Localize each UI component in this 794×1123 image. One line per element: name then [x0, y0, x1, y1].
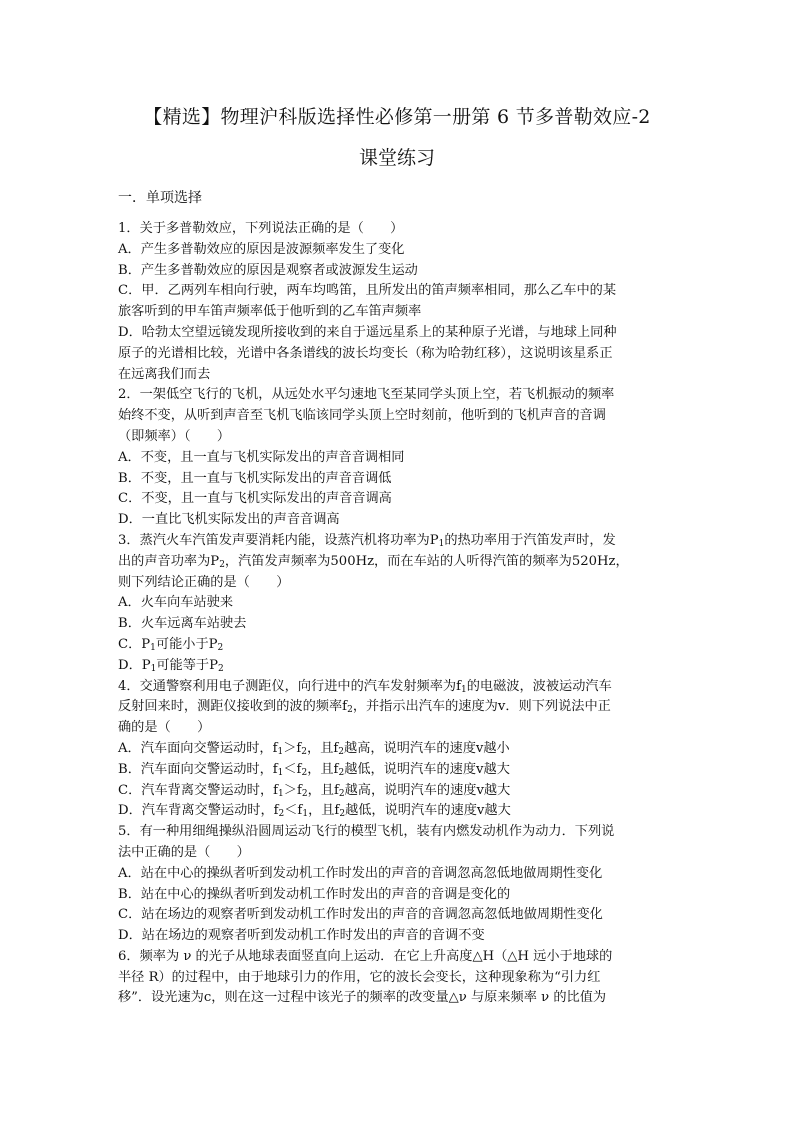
subscript: 2 [338, 746, 345, 757]
option-text: ＞f [283, 740, 302, 756]
q4-option-d [118, 801, 684, 822]
document-subtitle: 课堂练习 [358, 147, 435, 169]
q4-stem [118, 677, 684, 698]
q1-stem: 1．关于多普勒效应，下列说法正确的是（ ） [118, 221, 404, 236]
q4-stem-text: ，并指示出汽车的速度为v．则下列说法中正 [352, 699, 611, 715]
q3-stem-text: 的热功率用于汽笛发声时，发 [444, 532, 616, 548]
q5-option-c: C．站在场边的观察者听到发动机工作时发出的声音的音调忽高忽低地做周期性变化 [118, 907, 603, 923]
q4-stem-cont2: 确的是（ ） [118, 720, 211, 736]
subscript: 1 [150, 642, 156, 653]
option-text: 越高，说明汽车的速度v越小 [344, 740, 510, 756]
q1-option-a: A．产生多普勒效应的原因是波源频率发生了变化 [118, 241, 405, 257]
option-text: C．汽车背离交警运动时，f [118, 782, 279, 798]
document-title: 【精选】物理沪科版选择性必修第一册第 6 节多普勒效应-2 [143, 106, 651, 128]
question-list [118, 219, 684, 1009]
q2-stem: 2．一架低空飞行的飞机，从远处水平匀速地飞至某同学头顶上空，若飞机振动的频率 [118, 387, 615, 403]
q3-stem-text: ，汽笛发声频率为500Hz，而在车站的人听得汽笛的频率为520Hz， [224, 553, 629, 569]
q3-option-a: A．火车向车站驶来 [118, 595, 234, 611]
q2-stem-cont2: （即频率）（ ） [118, 428, 231, 444]
q3-stem-text: 3．蒸汽火车汽笛发声要消耗内能，设蒸汽机将功率为P [118, 532, 439, 548]
subscript: 2 [347, 705, 353, 716]
option-text: 越低，说明汽车的速度v越大 [345, 803, 511, 819]
option-text: ＞f [283, 782, 302, 798]
subscript: 2 [338, 767, 345, 778]
option-text: 可能等于P [156, 657, 218, 673]
q1-option-d-cont2: 在远离我们而去 [118, 366, 211, 382]
subscript: 2 [301, 767, 308, 778]
option-text: C．P [118, 636, 151, 652]
q3-stem [118, 531, 684, 552]
subscript: 2 [219, 559, 225, 570]
q1-option-d: D．哈勃太空望远镜发现所接收到的来自于遥远星系上的某种原子光谱，与地球上同种 [118, 324, 617, 340]
q2-stem-cont: 始终不变，从听到声音至飞机飞临该同学头顶上空时刻前，他听到的飞机声音的音调 [118, 408, 606, 424]
subscript: 1 [150, 663, 157, 674]
subscript: 1 [302, 809, 309, 820]
option-text: 越低，说明汽车的速度v越大 [344, 761, 510, 777]
q4-option-c [118, 781, 684, 802]
q6-stem-cont2: 移”．设光速为c，则在这一过程中该光子的频率的改变量△ν 与原来频率 ν 的比值为 [118, 990, 607, 1006]
q5-option-a: A．站在中心的操纵者听到发动机工作时发出的声音的音调忽高忽低地做周期性变化 [118, 865, 603, 881]
q4-stem-text: 4．交通警察利用电子测距仪，向行进中的汽车发射频率为f [118, 678, 461, 694]
option-text: 越高，说明汽车的速度v越大 [344, 782, 511, 798]
subscript: 2 [301, 788, 308, 799]
q3-option-c [118, 635, 684, 656]
subscript: 1 [277, 746, 284, 757]
q1-option-d-cont: 原子的光谱相比较，光谱中各条谱线的波长均变长（称为哈勃红移），这说明该星系正 [118, 345, 613, 361]
q1-option-c: C．甲．乙两列车相向行驶，两车均鸣笛，且所发出的笛声频率相同，那么乙车中的某 [118, 283, 617, 299]
q6-stem: 6．频率为 ν 的光子从地球表面竖直向上运动．在它上升高度△H（△H 远小于地球的 [118, 948, 613, 964]
q5-stem-cont: 法中正确的是（ ） [118, 844, 250, 860]
q3-stem-cont2: 则下列结论正确的是（ ） [118, 574, 290, 590]
q4-stem-text: 的电磁波，波被运动汽车 [466, 678, 612, 694]
subscript: 2 [278, 809, 285, 820]
q5-stem: 5．有一种用细绳操纵沿圆周运动飞行的模型飞机，装有内燃发动机作为动力．下列说 [118, 824, 615, 840]
option-text: A．汽车面向交警运动时，f [118, 740, 278, 756]
subscript: 2 [218, 663, 224, 674]
q6-stem-cont: 半径 R）的过程中，由于地球引力的作用，它的波长会变长，这种现象称为“引力红 [118, 969, 601, 985]
q2-option-c: C．不变，且一直与飞机实际发出的声音音调高 [118, 491, 392, 507]
q2-option-b: B．不变，且一直与飞机实际发出的声音音调低 [118, 470, 392, 486]
q4-option-b [118, 760, 684, 781]
option-text: ，且f [307, 761, 339, 777]
q3-option-b: B．火车远离车站驶去 [118, 616, 247, 632]
q5-option-d: D．站在场边的观察者听到发动机工作时发出的声音的音调不变 [118, 928, 485, 944]
subscript: 1 [438, 538, 445, 549]
subscript: 2 [339, 809, 346, 820]
q3-stem-cont [118, 552, 684, 573]
option-text: ，且f [308, 803, 340, 819]
q2-option-d: D．一直比飞机实际发出的声音音调高 [118, 512, 340, 528]
q2-option-a: A．不变，且一直与飞机实际发出的声音音调相同 [118, 449, 405, 465]
option-text: D．P [118, 657, 151, 673]
subscript: 2 [301, 746, 308, 757]
option-text: B．汽车面向交警运动时，f [118, 761, 278, 777]
option-text: ＜f [283, 761, 302, 777]
subscript: 1 [460, 684, 467, 695]
option-text: ，且f [307, 782, 339, 798]
q4-option-a [118, 739, 684, 760]
subscript: 1 [278, 788, 284, 799]
subscript: 2 [338, 788, 345, 799]
section-heading: 一．单项选择 [118, 190, 202, 206]
q1-option-c-cont: 旅客听到的甲车笛声频率低于他听到的乙车笛声频率 [118, 304, 422, 320]
subscript: 2 [217, 642, 224, 653]
q4-stem-text: 反射回来时，测距仪接收到的波的频率f [118, 699, 348, 715]
subscript: 1 [277, 767, 284, 778]
option-text: D．汽车背离交警运动时，f [118, 803, 279, 819]
q3-option-d [118, 656, 684, 677]
q4-stem-cont [118, 697, 684, 718]
q5-option-b: B．站在中心的操纵者听到发动机工作时发出的声音的音调是变化的 [118, 886, 511, 902]
q1-option-b: B．产生多普勒效应的原因是观察者或波源发生运动 [118, 262, 418, 278]
option-text: 可能小于P [155, 636, 218, 652]
q3-stem-text: 出的声音功率为P [118, 553, 220, 569]
option-text: ＜f [284, 803, 303, 819]
option-text: ，且f [307, 740, 339, 756]
